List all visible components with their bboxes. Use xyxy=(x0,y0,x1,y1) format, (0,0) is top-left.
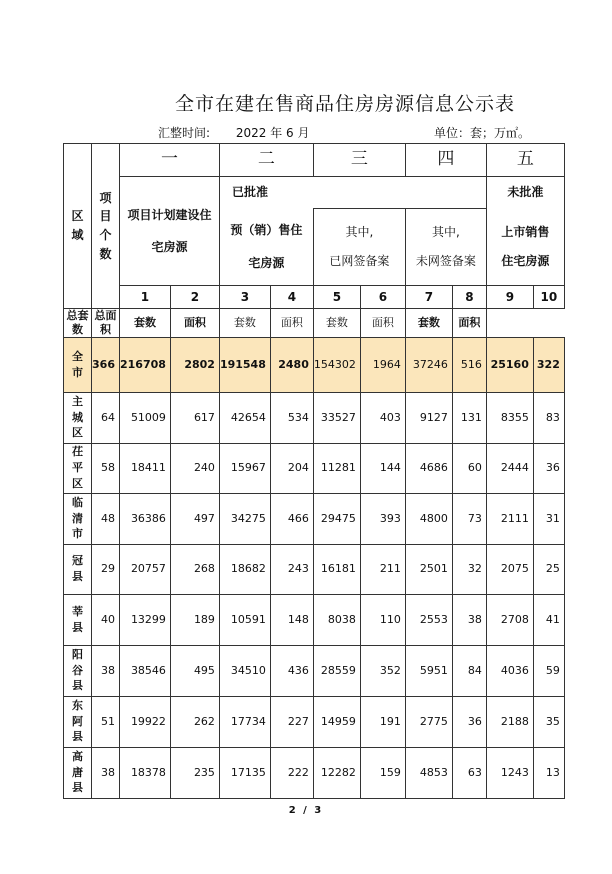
column-number-3: 3 xyxy=(219,286,270,309)
value-cell: 12282 xyxy=(313,747,360,798)
value-cell: 36 xyxy=(452,696,486,747)
signed-filing-header xyxy=(313,209,405,286)
region-char: 莘 xyxy=(72,604,83,618)
value-cell: 191548 xyxy=(219,337,270,392)
value-cell: 2188 xyxy=(486,696,533,747)
column-unit-5: 套数 xyxy=(219,309,270,338)
value-cell: 18411 xyxy=(120,443,171,493)
project-count-cell: 38 xyxy=(92,747,120,798)
value-cell: 262 xyxy=(170,696,219,747)
value-cell: 4853 xyxy=(405,747,452,798)
region-cell xyxy=(64,392,92,443)
project-count-cell: 366 xyxy=(92,337,120,392)
project-count-cell: 29 xyxy=(92,544,120,594)
value-cell: 516 xyxy=(452,337,486,392)
value-cell: 13 xyxy=(533,747,564,798)
value-cell: 1243 xyxy=(486,747,533,798)
project-count-cell: 64 xyxy=(92,392,120,443)
value-cell: 34510 xyxy=(219,645,270,696)
value-cell: 322 xyxy=(533,337,564,392)
value-cell: 11281 xyxy=(313,443,360,493)
value-cell: 204 xyxy=(270,443,313,493)
value-cell: 4686 xyxy=(405,443,452,493)
value-cell: 16181 xyxy=(313,544,360,594)
region-char: 县 xyxy=(72,679,83,693)
table-row xyxy=(64,594,565,645)
presale-housing-header: 预（销）售住宅房源 xyxy=(219,209,313,286)
value-cell: 2775 xyxy=(405,696,452,747)
value-cell: 51009 xyxy=(120,392,171,443)
group-number-5: 五 xyxy=(486,144,564,177)
value-cell: 13299 xyxy=(120,594,171,645)
region-cell xyxy=(64,747,92,798)
approved-header xyxy=(219,177,486,209)
value-cell: 60 xyxy=(452,443,486,493)
unapproved-housing-header xyxy=(486,209,564,286)
column-number-9: 9 xyxy=(486,286,533,309)
region-char: 县 xyxy=(72,570,83,583)
project-count-cell: 40 xyxy=(92,594,120,645)
region-header xyxy=(64,144,92,309)
value-cell: 32 xyxy=(452,544,486,594)
value-cell: 227 xyxy=(270,696,313,747)
region-char: 阿 xyxy=(72,714,83,728)
value-cell: 33527 xyxy=(313,392,360,443)
table-row xyxy=(64,696,565,747)
unsigned-filing-prefix: 其中, xyxy=(431,225,460,240)
table-row xyxy=(64,645,565,696)
value-cell: 25160 xyxy=(486,337,533,392)
value-cell: 154302 xyxy=(313,337,360,392)
value-cell: 2553 xyxy=(405,594,452,645)
region-char: 县 xyxy=(72,620,83,634)
value-cell: 495 xyxy=(170,645,219,696)
value-cell: 1964 xyxy=(360,337,405,392)
unsigned-filing-header xyxy=(405,209,486,286)
project-count-cell: 48 xyxy=(92,493,120,544)
summary-time xyxy=(158,124,310,141)
value-cell: 38 xyxy=(452,594,486,645)
region-char: 区 xyxy=(72,476,83,490)
region-char: 平 xyxy=(72,461,83,475)
project-count-cell: 58 xyxy=(92,443,120,493)
value-cell: 8355 xyxy=(486,392,533,443)
unapproved-line-1: 未批准 xyxy=(486,177,564,209)
value-cell: 144 xyxy=(360,443,405,493)
header-char: 数 xyxy=(99,246,112,261)
value-cell: 83 xyxy=(533,392,564,443)
project-count-cell: 51 xyxy=(92,696,120,747)
value-cell: 2802 xyxy=(170,337,219,392)
group-number-3: 三 xyxy=(313,144,405,177)
unapproved-line-2: 上市销售 xyxy=(501,224,550,239)
column-number-5: 5 xyxy=(313,286,360,309)
value-cell: 110 xyxy=(360,594,405,645)
region-char: 主 xyxy=(72,394,83,408)
value-cell: 189 xyxy=(170,594,219,645)
value-cell: 211 xyxy=(360,544,405,594)
value-cell: 2111 xyxy=(486,493,533,544)
table-row xyxy=(64,392,565,443)
value-cell: 41 xyxy=(533,594,564,645)
unsigned-filing-label: 未网签备案 xyxy=(415,254,476,268)
region-char: 唐 xyxy=(72,765,83,779)
value-cell: 63 xyxy=(452,747,486,798)
value-cell: 2501 xyxy=(405,544,452,594)
column-number-4: 4 xyxy=(270,286,313,309)
region-cell xyxy=(64,645,92,696)
value-cell: 34275 xyxy=(219,493,270,544)
column-number-8: 8 xyxy=(452,286,486,309)
column-unit-8: 面积 xyxy=(360,309,405,338)
column-unit-7: 套数 xyxy=(313,309,360,338)
region-char: 高 xyxy=(72,749,83,763)
table-row xyxy=(64,493,565,544)
value-cell: 131 xyxy=(452,392,486,443)
column-unit-1: 总套数 xyxy=(64,309,92,338)
region-char: 谷 xyxy=(72,663,83,677)
region-cell xyxy=(64,443,92,493)
value-cell: 466 xyxy=(270,493,313,544)
value-cell: 28559 xyxy=(313,645,360,696)
value-cell: 2444 xyxy=(486,443,533,493)
value-cell: 4036 xyxy=(486,645,533,696)
value-cell: 31 xyxy=(533,493,564,544)
table-row xyxy=(64,544,565,594)
value-cell: 18682 xyxy=(219,544,270,594)
header-char: 项 xyxy=(99,190,112,205)
column-number-2: 2 xyxy=(170,286,219,309)
value-cell: 19922 xyxy=(120,696,171,747)
column-number-1: 1 xyxy=(120,286,171,309)
region-char: 冠 xyxy=(72,554,83,568)
page-title: 全市在建在售商品住房房源信息公示表 xyxy=(174,93,515,115)
column-unit-9: 套数 xyxy=(405,309,452,338)
value-cell: 216708 xyxy=(120,337,171,392)
region-cell xyxy=(64,337,92,392)
value-cell: 2480 xyxy=(270,337,313,392)
table-row-total xyxy=(64,337,565,392)
region-cell xyxy=(64,493,92,544)
value-cell: 2075 xyxy=(486,544,533,594)
value-cell: 10591 xyxy=(219,594,270,645)
value-cell: 240 xyxy=(170,443,219,493)
signed-filing-prefix: 其中, xyxy=(345,225,374,240)
header-char: 区 xyxy=(71,209,84,224)
region-char: 县 xyxy=(72,781,83,795)
housing-supply-table xyxy=(63,143,565,799)
value-cell: 84 xyxy=(452,645,486,696)
summary-time-value: 2022 年 6 月 xyxy=(235,126,310,140)
value-cell: 191 xyxy=(360,696,405,747)
region-char: 临 xyxy=(72,495,83,509)
value-cell: 73 xyxy=(452,493,486,544)
region-char: 东 xyxy=(72,698,83,712)
unit-label: 单位：套；万㎡。 xyxy=(434,126,531,140)
value-cell: 9127 xyxy=(405,392,452,443)
header-char: 目 xyxy=(99,209,112,224)
value-cell: 148 xyxy=(270,594,313,645)
value-cell: 20757 xyxy=(120,544,171,594)
value-cell: 36386 xyxy=(120,493,171,544)
project-count-cell: 38 xyxy=(92,645,120,696)
value-cell: 2708 xyxy=(486,594,533,645)
value-cell: 8038 xyxy=(313,594,360,645)
planned-housing-header: 项目计划建设住宅房源 xyxy=(120,177,220,286)
column-unit-3: 套数 xyxy=(120,309,171,338)
column-unit-10: 面积 xyxy=(452,309,486,338)
value-cell: 222 xyxy=(270,747,313,798)
column-unit-4: 面积 xyxy=(170,309,219,338)
table-row xyxy=(64,747,565,798)
value-cell: 159 xyxy=(360,747,405,798)
value-cell: 436 xyxy=(270,645,313,696)
group-number-4: 四 xyxy=(405,144,486,177)
value-cell: 18378 xyxy=(120,747,171,798)
region-cell xyxy=(64,594,92,645)
region-char: 茌 xyxy=(72,445,83,459)
column-number-10: 10 xyxy=(533,286,564,309)
value-cell: 617 xyxy=(170,392,219,443)
value-cell: 17135 xyxy=(219,747,270,798)
value-cell: 36 xyxy=(533,443,564,493)
value-cell: 268 xyxy=(170,544,219,594)
value-cell: 42654 xyxy=(219,392,270,443)
approved-label: 已批准 xyxy=(231,185,268,199)
region-char: 清 xyxy=(72,511,83,525)
column-number-7: 7 xyxy=(405,286,452,309)
project-count-header xyxy=(92,144,120,309)
value-cell: 403 xyxy=(360,392,405,443)
value-cell: 393 xyxy=(360,493,405,544)
region-cell xyxy=(64,696,92,747)
signed-filing-label: 已网签备案 xyxy=(329,254,390,268)
column-number-6: 6 xyxy=(360,286,405,309)
region-char: 区 xyxy=(72,426,83,440)
page-number: 2 / 3 xyxy=(288,805,324,816)
group-number-2: 二 xyxy=(219,144,313,177)
value-cell: 59 xyxy=(533,645,564,696)
summary-time-label: 汇整时间: xyxy=(158,126,211,140)
column-unit-2: 总面积 xyxy=(92,309,120,338)
value-cell: 29475 xyxy=(313,493,360,544)
region-char: 市 xyxy=(72,527,83,541)
table-row xyxy=(64,443,565,493)
region-char: 城 xyxy=(72,410,83,424)
value-cell: 243 xyxy=(270,544,313,594)
header-char: 个 xyxy=(99,228,112,242)
value-cell: 5951 xyxy=(405,645,452,696)
group-number-1: 一 xyxy=(120,144,220,177)
value-cell: 235 xyxy=(170,747,219,798)
unapproved-line-3: 住宅房源 xyxy=(501,253,550,268)
value-cell: 17734 xyxy=(219,696,270,747)
region-cell xyxy=(64,544,92,594)
region-char: 阳 xyxy=(72,647,83,661)
header-char: 域 xyxy=(71,228,84,242)
value-cell: 14959 xyxy=(313,696,360,747)
value-cell: 352 xyxy=(360,645,405,696)
value-cell: 497 xyxy=(170,493,219,544)
region-char: 县 xyxy=(72,730,83,744)
value-cell: 15967 xyxy=(219,443,270,493)
value-cell: 37246 xyxy=(405,337,452,392)
value-cell: 35 xyxy=(533,696,564,747)
value-cell: 38546 xyxy=(120,645,171,696)
region-char: 全 xyxy=(72,349,83,363)
value-cell: 534 xyxy=(270,392,313,443)
value-cell: 4800 xyxy=(405,493,452,544)
column-unit-6: 面积 xyxy=(270,309,313,338)
value-cell: 25 xyxy=(533,544,564,594)
region-char: 市 xyxy=(72,365,83,379)
